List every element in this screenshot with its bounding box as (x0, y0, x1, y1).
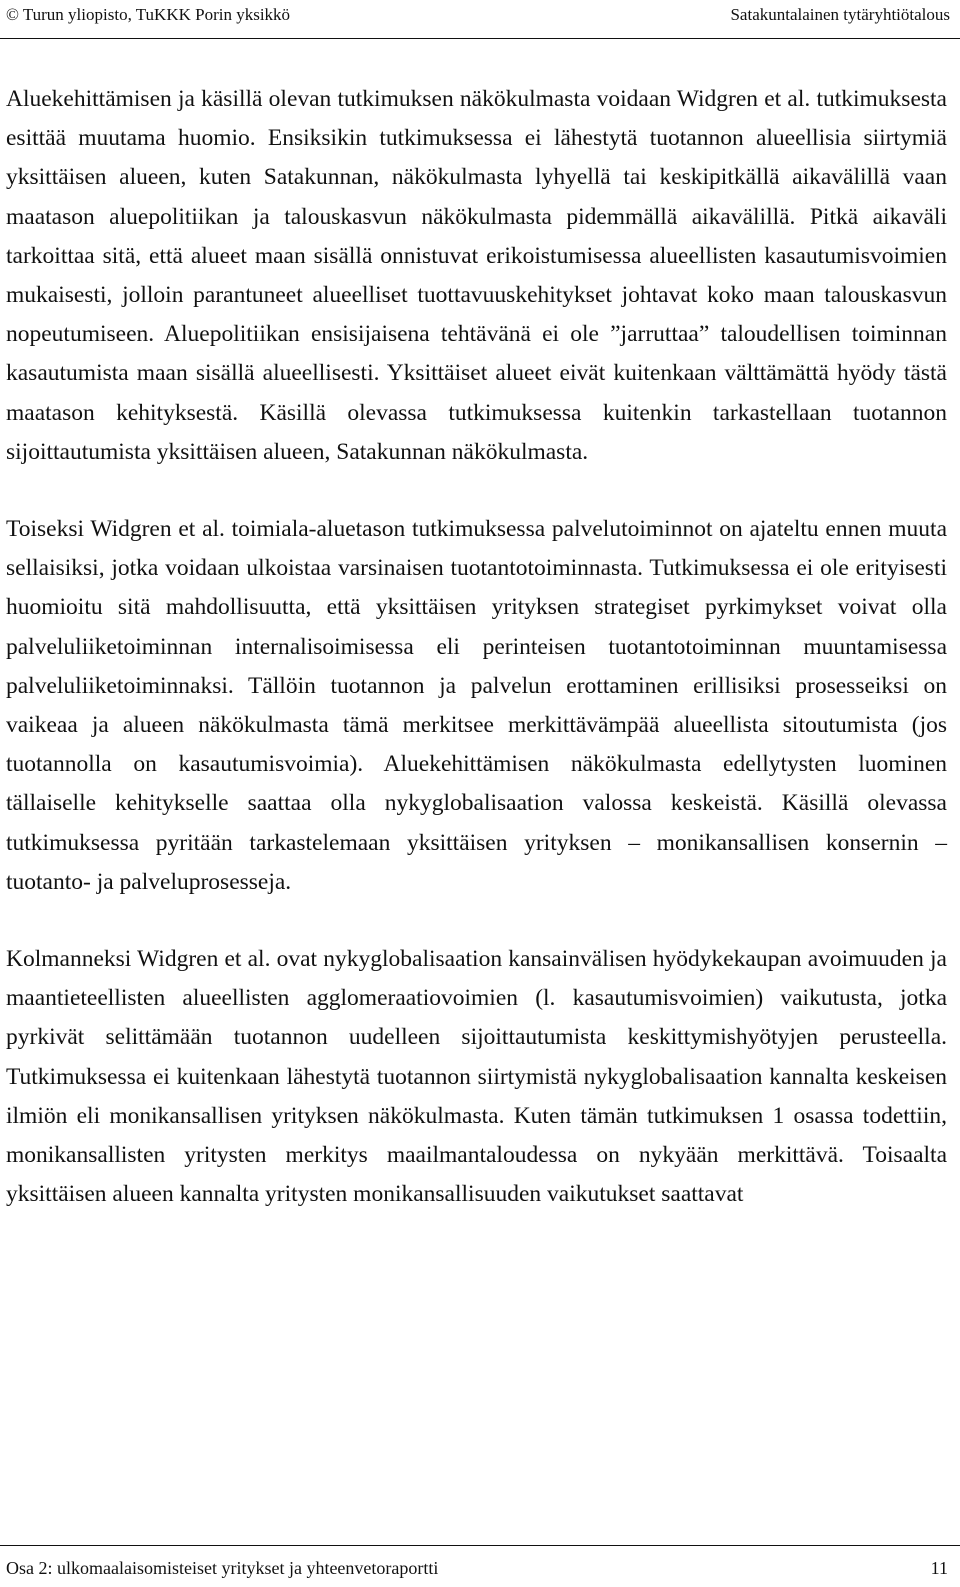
paragraph-3: Kolmanneksi Widgren et al. ovat nykyglobalisaation kansainvälisen hyödykekaupan avoimuuden ja maantieteellisten alueellisten agglomeraatiovoimien (l. kasautumisvoimien) vaikutusta, jotka pyrkivät selittämään tuotannon uudelleen sijoittautumista keskittymishyötyjen perusteella. Tutkimuksessa ei kuitenkaan lähestytä tuotannon siirtymistä nykyglobalisaation kannalta keskeisen ilmiön eli monikansallisen yrityksen näkökulmasta. Kuten tämän tutkimuksen 1 osassa todettiin, monikansallisten yritysten merkitys maailmantaloudessa on nykyään merkittävä. Toisaalta yksittäisen alueen kannalta yritysten monikansallisuuden vaikutukset saattavat (6, 946, 947, 1208)
page-body (6, 80, 947, 1214)
page-footer (0, 1545, 960, 1587)
paragraph-2: Toiseksi Widgren et al. toimiala-aluetason tutkimuksessa palvelutoiminnot on ajateltu ennen muuta sellaisiksi, jotka voidaan ulkoistaa varsinaisen tuotantotoiminnasta. Tutkimuksessa ei ole erityisesti huomioitu sitä mahdollisuutta, että yksittäisen yrityksen strategiset pyrkimykset voivat olla palveluliiketoiminnan internalisoimisessa eli perinteisen tuotantotoiminnan muuntamisessa palveluliiketoiminnaksi. Tällöin tuotannon ja palvelun erottaminen erillisiksi prosesseiksi on vaikeaa ja alueen näkökulmasta tämä merkitsee merkittävämpää alueellista sitoutumista (jos tuotannolla on kasautumisvoimia). Aluekehittämisen näkökulmasta edellytysten luominen tällaiselle kehitykselle saattaa olla nykyglobalisaation valossa keskeistä. Käsillä olevassa tutkimuksessa pyritään tarkastelemaan yksittäisen yrityksen – monikansallisen konsernin – tuotanto- ja palveluprosesseja. (6, 516, 947, 895)
paragraph-spacer (6, 472, 947, 510)
page-number: 11 (930, 1558, 948, 1578)
page-header (0, 0, 960, 39)
header-right-text: Satakuntalainen tytäryhtiötalous (730, 5, 950, 24)
paragraph-1: Aluekehittämisen ja käsillä olevan tutkimuksen näkökulmasta voidaan Widgren et al. tutkimuksesta esittää muutama huomio. Ensiksikin tutkimuksessa ei lähestytä tuotannon alueellisia siirtymiä yksittäisen alueen, kuten Satakunnan, näkökulmasta lyhyellä tai keskipitkällä aikavälillä vaan maatason aluepolitiikan ja talouskasvun näkökulmasta pidemmällä aikavälillä. Pitkä aikaväli tarkoittaa sitä, että alueet maan sisällä onnistuvat erikoistumisessa alueellisten kasautumisvoimien mukaisesti, jolloin parantuneet alueelliset tuottavuuskehitykset johtavat koko maan talouskasvun nopeutumiseen. Aluepolitiikan ensisijaisena tehtävänä ei ole ”jarruttaa” taloudellisen toiminnan kasautumista maan sisällä alueellisesti. Yksittäiset alueet eivät kuitenkaan välttämättä hyödy tästä maatason kehityksestä. Käsillä olevassa tutkimuksessa kuitenkin tarkastellaan tuotannon sijoittautumista yksittäisen alueen, Satakunnan näkökulmasta. (6, 86, 947, 465)
paragraph-spacer (6, 902, 947, 940)
header-left-text: © Turun yliopisto, TuKKK Porin yksikkö (6, 5, 291, 24)
footer-title: Osa 2: ulkomaalaisomisteiset yritykset ja yhteenvetoraportti (6, 1558, 439, 1578)
